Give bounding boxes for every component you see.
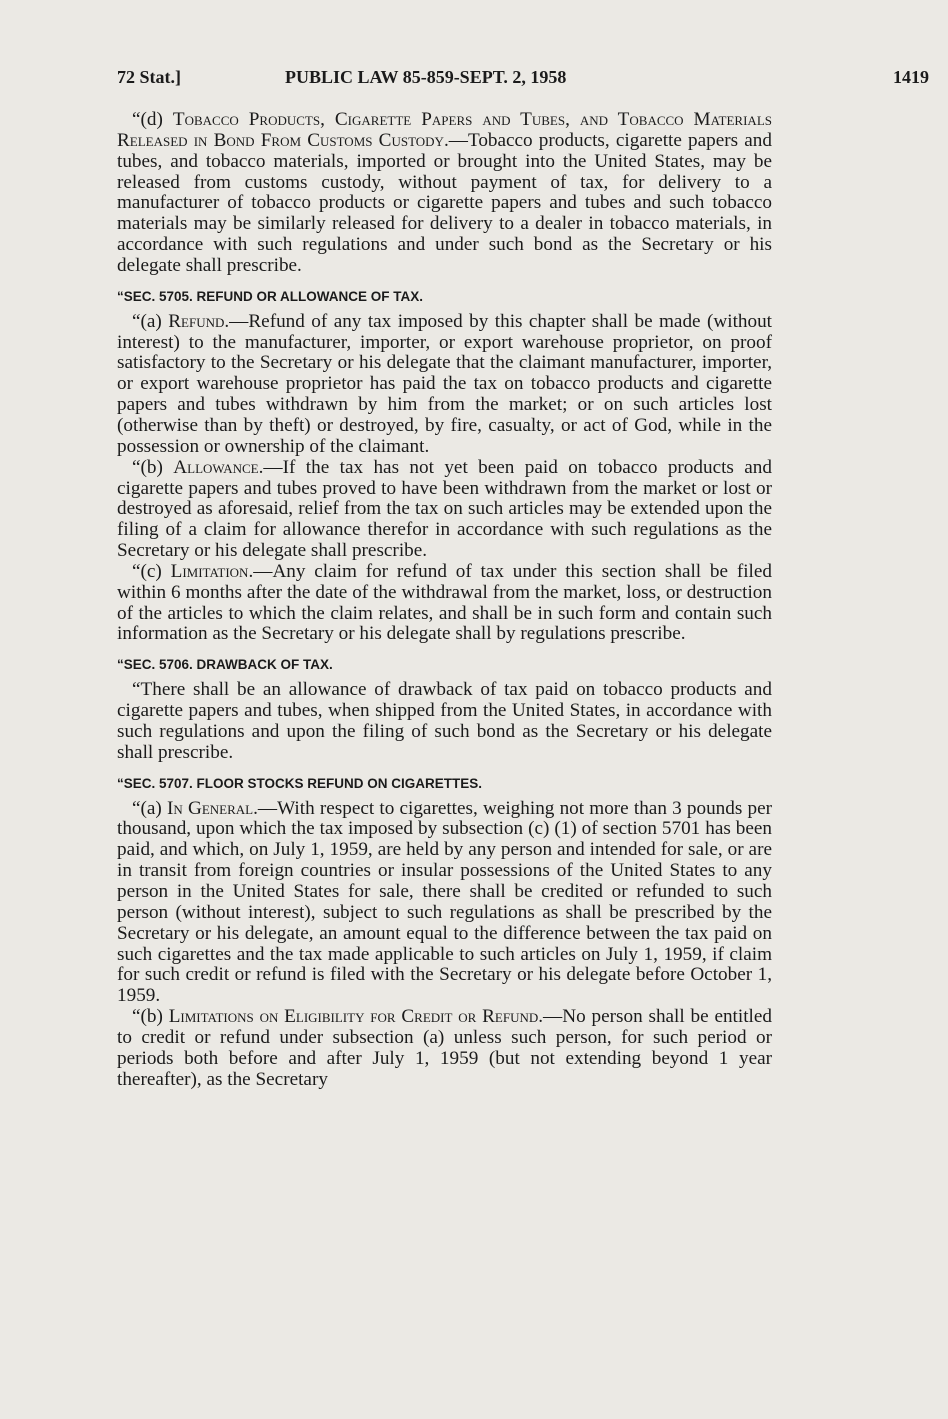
- paragraph-prefix: “(d): [132, 109, 173, 130]
- paragraph-c-limitation: [117, 562, 772, 645]
- paragraph-b-limitations-on-eligibility: [117, 1007, 772, 1090]
- paragraph-heading: In General.—: [167, 797, 278, 819]
- paragraph-heading: Limitations on Eligibility for Credit or Refund.—: [168, 1006, 563, 1028]
- paragraph-heading: Refund.—: [168, 310, 249, 332]
- paragraph-prefix: “(b): [132, 1006, 169, 1028]
- statute-reference: 72 Stat.]: [117, 67, 181, 87]
- paragraph-body: Any claim for refund of tax under this section shall be filed within 6 months after the date of the withdrawal from the market, loss, or destruction of the articles to which the claim relates, and shall be in such form and contain such information as the Secretary or his delegate shall by regulations prescribe.: [117, 560, 772, 645]
- paragraph-heading: Allowance.—: [173, 456, 283, 478]
- paragraph-body: With respect to cigarettes, weighing not more than 3 pounds per thousand, upon which the tax imposed by subsection (c) (1) of section 5701 has been paid, and which, on July 1, 1959, are held by any person and intended for sale, or are in transit from foreign countries or insular possessions of the United States to any person in the United States for sale, there shall be credited or refunded to such person (without interest), subject to such regulations as shall be prescribed by the Secretary or his delegate, an amount equal to the difference between the tax paid on such cigarettes and the tax made applicable to such articles on July 1, 1959, if claim for such credit or refund is filed with the Secretary or his delegate before October 1, 1959.: [117, 797, 773, 1007]
- paragraph-heading: Tobacco Products, Cigarette Papers and Tubes, and Tobacco Materials Released in Bond From Customs Custody.—: [117, 109, 772, 151]
- running-title: PUBLIC LAW 85-859-SEPT. 2, 1958: [285, 67, 567, 87]
- section-heading-5706: “SEC. 5706. DRAWBACK OF TAX.: [117, 657, 333, 673]
- paragraph-d-tobacco-released-in-bond: [117, 110, 772, 277]
- paragraph-a-refund: [117, 312, 772, 458]
- paragraph-body: Refund of any tax imposed by this chapter shall be made (without interest) to the manufacturer, importer, or export warehouse proprietor, on proof satisfactory to the Secretary or his delegate that the claimant manufacturer, importer, or export warehouse proprietor has paid the tax on tobacco products and cigarette papers and tubes withdrawn by him from the market; or on such articles lost (otherwise than by theft) or destroyed, by fire, casualty, or act of God, while in the possession or ownership of the claimant.: [117, 310, 773, 457]
- paragraph-a-in-general: [117, 799, 772, 1007]
- section-heading-5707: “SEC. 5707. FLOOR STOCKS REFUND ON CIGARETTES.: [117, 775, 483, 791]
- paragraph-drawback: “There shall be an allowance of drawback of tax paid on tobacco products and cigarette papers and tubes, when shipped from the United States, in accordance with such regulations and upon the filing of such bond as the Secretary or his delegate shall prescribe.: [117, 679, 772, 763]
- paragraph-prefix: “(a): [132, 310, 169, 332]
- section-heading-5705: “SEC. 5705. REFUND OR ALLOWANCE OF TAX.: [117, 288, 424, 304]
- paragraph-prefix: “(c): [132, 560, 171, 582]
- paragraph-prefix: “(b): [132, 456, 174, 478]
- paragraph-body: If the tax has not yet been paid on tobacco products and cigarette papers and tubes proved to have been withdrawn from the market or lost or destroyed as aforesaid, relief from the tax on such articles may be extended upon the filing of a claim for allowance therefor in accordance with such regulations as the Secretary or his delegate shall prescribe.: [117, 456, 772, 562]
- paragraph-body: No person shall be entitled to credit or refund under subsection (a) unless such person, for such period or periods both before and after July 1, 1959 (but not extending beyond 1 year thereafter), as the Secretary: [117, 1006, 772, 1090]
- paragraph-heading: Limitation.—: [170, 560, 273, 582]
- page-number: 1419: [893, 67, 929, 87]
- paragraph-body: Tobacco products, cigarette papers and tubes, and tobacco materials, imported or brought into the United States, may be released from customs custody, without payment of tax, for delivery to a manufacturer of tobacco products or cigarette papers and tubes and such tobacco materials may be similarly released for delivery to a dealer in tobacco materials, in accordance with such regulations and under such bond as the Secretary or his delegate shall prescribe.: [117, 129, 772, 276]
- page-body: [117, 110, 772, 1090]
- paragraph-prefix: “(a): [132, 797, 167, 819]
- page-header: [117, 64, 929, 90]
- paragraph-b-allowance: [117, 458, 772, 562]
